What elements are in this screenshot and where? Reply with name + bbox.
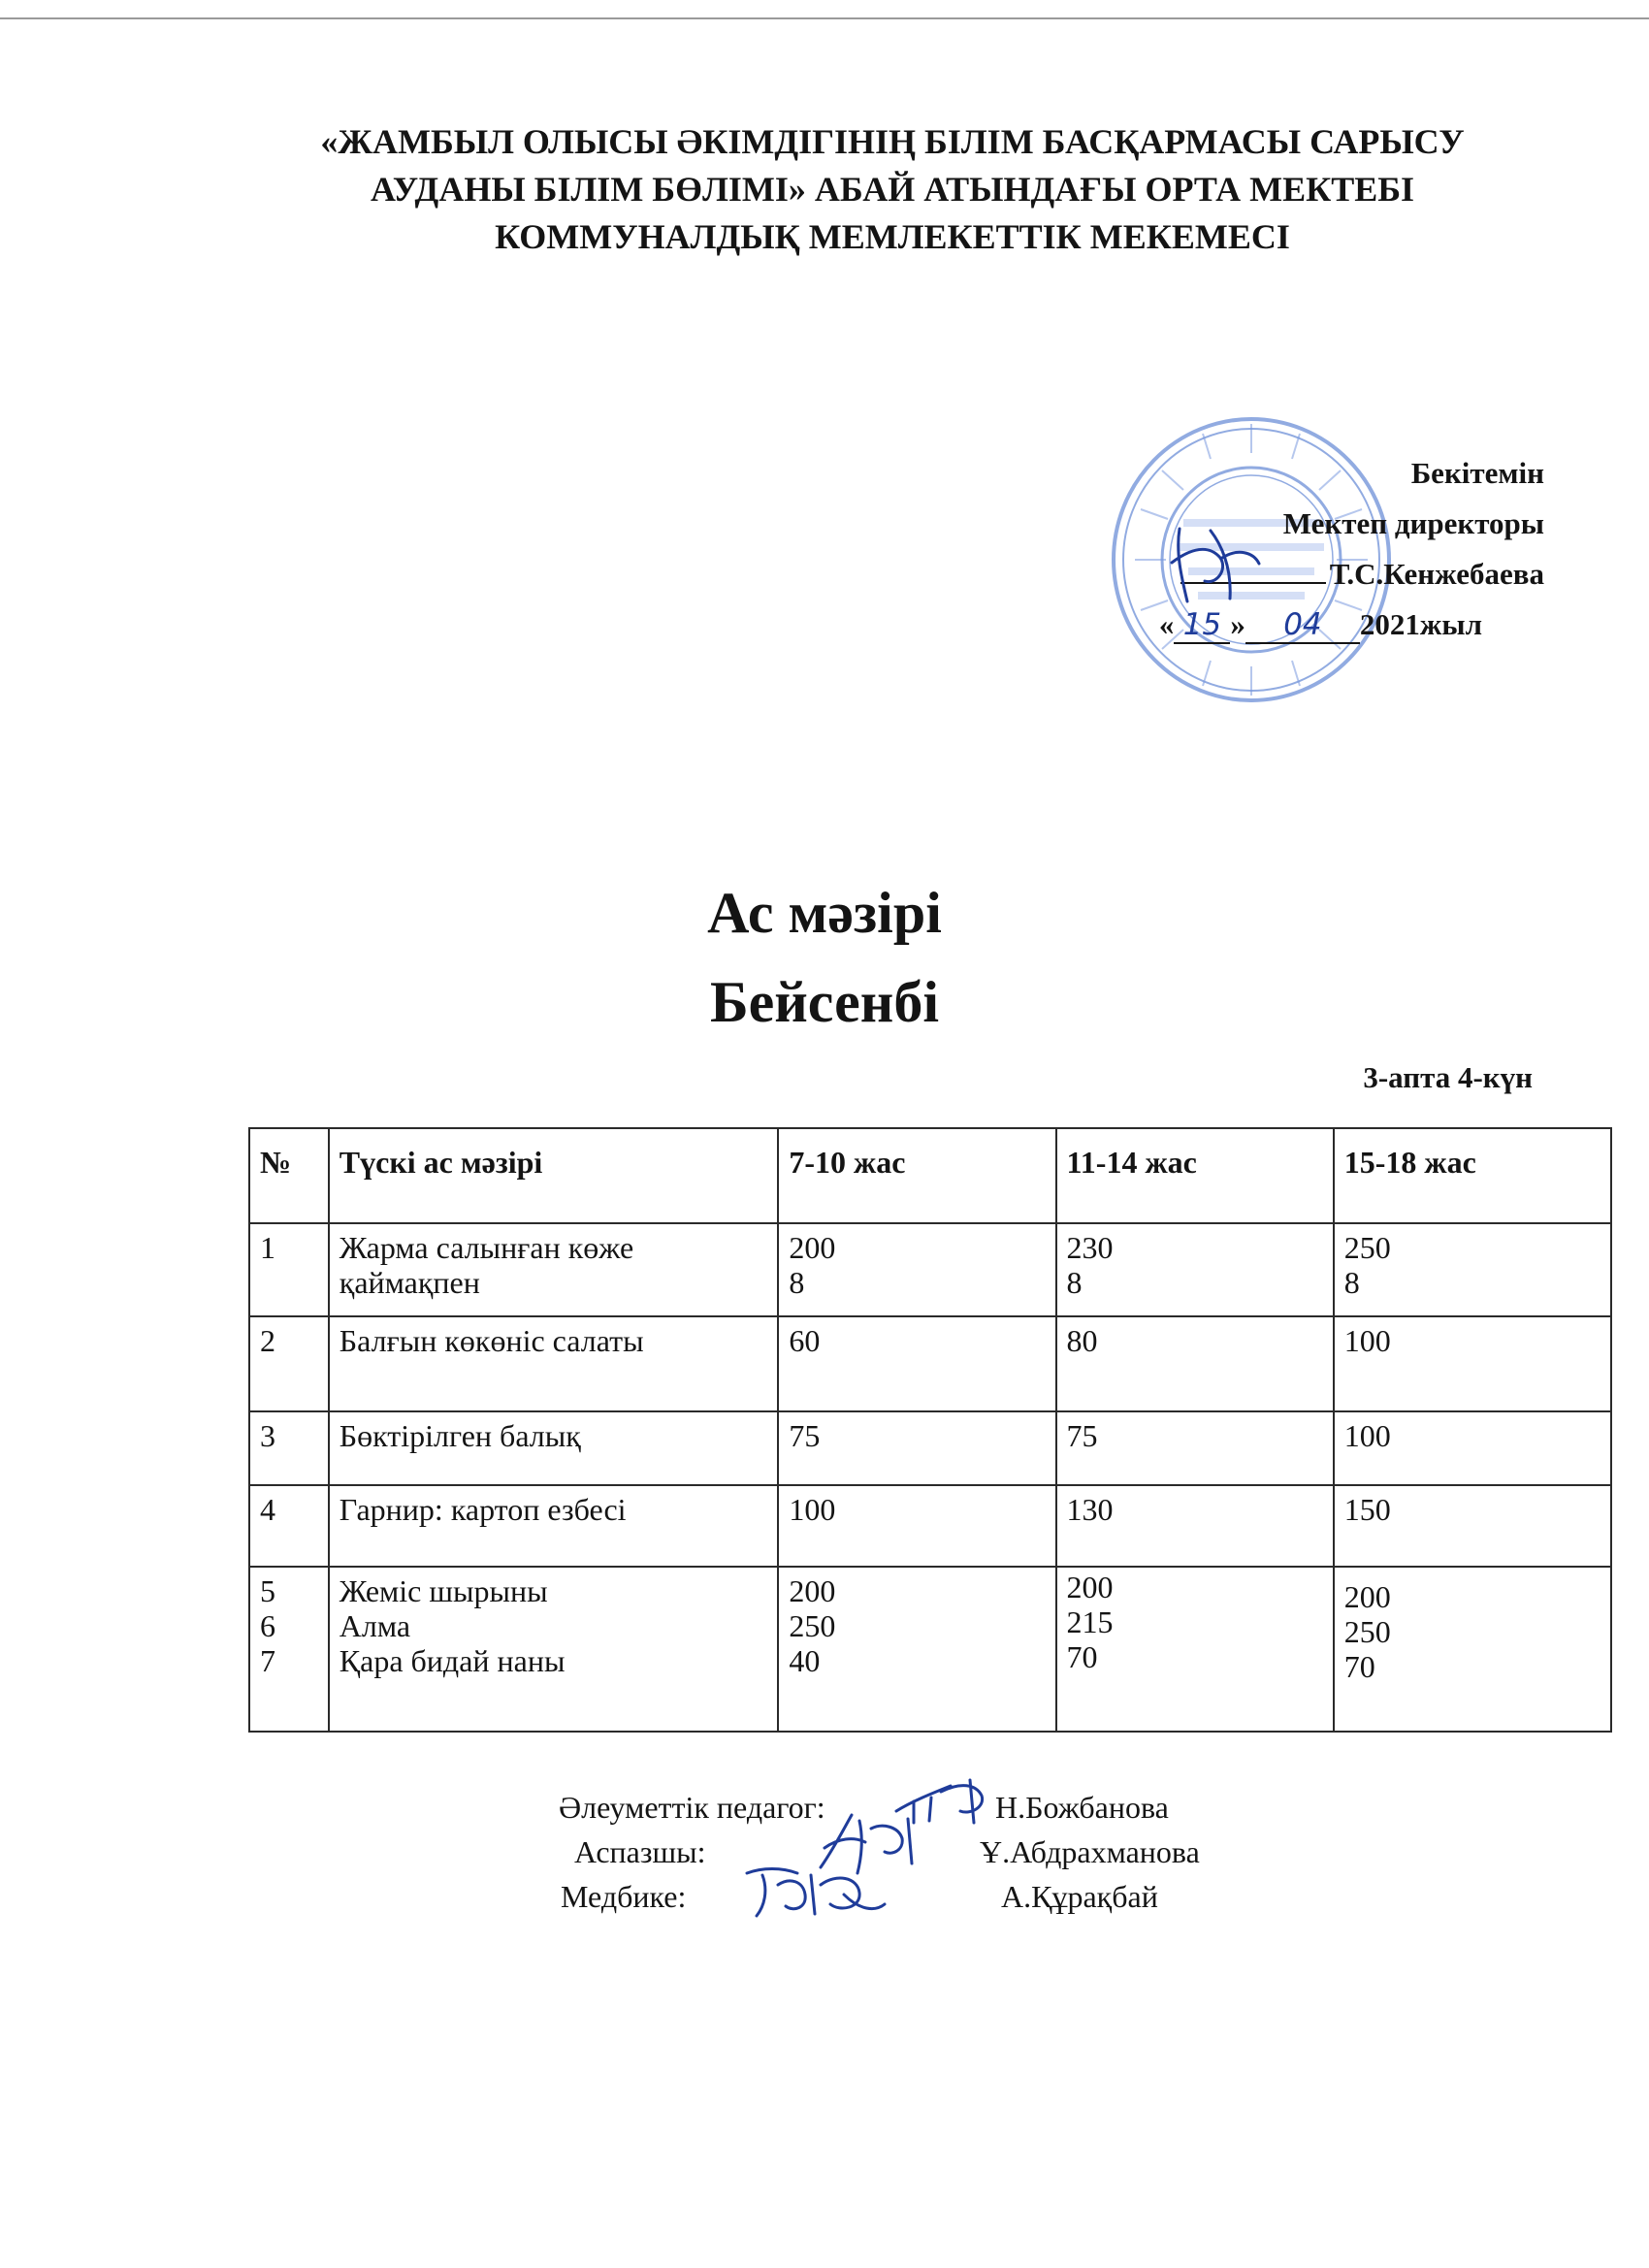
portion-value: 70: [1343, 1649, 1375, 1684]
dish-cell: [329, 1567, 779, 1732]
table-row: [249, 1316, 1611, 1411]
portion-value: 40: [789, 1643, 821, 1678]
portion-cell-15-18: [1334, 1316, 1611, 1411]
portion-value: 230: [1066, 1230, 1114, 1265]
table-row: [249, 1485, 1611, 1567]
portion-cell-15-18: [1334, 1223, 1611, 1316]
portion-value: 200: [789, 1230, 836, 1265]
header-age-11-14: 11-14 жас: [1056, 1128, 1334, 1223]
row-number-cell: [249, 1223, 329, 1316]
table-header-row: [249, 1128, 1611, 1223]
portion-value: 8: [789, 1265, 805, 1300]
dish-name-line: Балғын көкөніс салаты: [339, 1323, 644, 1358]
row-number: 1: [260, 1230, 275, 1265]
dish-cell: [329, 1223, 779, 1316]
document-weekday: Бейсенбі: [709, 970, 940, 1034]
document-title: Ас мәзірі: [707, 881, 942, 945]
portion-value: 75: [1066, 1418, 1098, 1453]
signature-name: Н.Божбанова: [995, 1790, 1169, 1825]
header-line-2: АУДАНЫ БІЛІМ БӨЛІМІ» АБАЙ АТЫНДАҒЫ ОРТА МЕКТЕБІ: [370, 170, 1415, 209]
portion-cell-11-14: [1056, 1223, 1334, 1316]
portion-value: 70: [1066, 1639, 1098, 1674]
date-open-quote: «: [1158, 607, 1175, 641]
row-number-cell: [249, 1411, 329, 1485]
header-line-3: КОММУНАЛДЫҚ МЕМЛЕКЕТТІК МЕКЕМЕСІ: [495, 217, 1290, 256]
header-age-15-18: 15-18 жас: [1334, 1128, 1611, 1223]
header-dish: Түскі ас мәзірі: [329, 1128, 779, 1223]
row-number: 5: [260, 1573, 275, 1608]
dish-cell: [329, 1485, 779, 1567]
dish-name-line: Алма: [339, 1608, 411, 1643]
portion-cell-7-10: [778, 1223, 1055, 1316]
dish-cell: [329, 1316, 779, 1411]
row-number: 4: [260, 1492, 275, 1527]
director-name: Т.С.Кенжебаева: [1329, 557, 1544, 591]
week-day-label: 3-апта 4-күн: [1363, 1060, 1533, 1094]
date-close-quote: »: [1230, 607, 1245, 641]
approval-role: Мектеп директоры: [1282, 506, 1544, 540]
portion-value: 100: [1343, 1418, 1391, 1453]
row-number: 3: [260, 1418, 275, 1453]
scan-edge-line: [0, 17, 1649, 19]
organization-header: [252, 118, 1533, 261]
portion-cell-11-14: [1056, 1411, 1334, 1485]
row-number-cell: [249, 1485, 329, 1567]
row-number: 7: [260, 1643, 275, 1678]
signature-name: А.Құрақбай: [1001, 1879, 1158, 1914]
row-number-cell: [249, 1316, 329, 1411]
portion-value: 100: [1343, 1323, 1391, 1358]
nurse-signature-mark: [743, 1856, 889, 1924]
portion-value: 250: [789, 1608, 836, 1643]
dish-name-line: Жеміс шырыны: [339, 1573, 548, 1608]
portion-value: 60: [789, 1323, 821, 1358]
portion-cell-7-10: [778, 1567, 1055, 1732]
signature-row-social-pedagogue: [553, 1790, 1329, 1829]
portion-value: 250: [1343, 1230, 1391, 1265]
approval-block: [1067, 456, 1544, 650]
portion-value: 100: [789, 1492, 836, 1527]
portion-value: 200: [789, 1573, 836, 1608]
date-day: 15: [1174, 607, 1230, 644]
signatures-block: [553, 1790, 1329, 1945]
row-number: 2: [260, 1323, 275, 1358]
header-age-7-10: 7-10 жас: [778, 1128, 1055, 1223]
dish-name-line: Қара бидай наны: [339, 1643, 566, 1678]
signature-name: Ұ.Абдрахманова: [980, 1834, 1200, 1869]
portion-cell-11-14: [1056, 1316, 1334, 1411]
signature-role: Аспазшы:: [574, 1834, 706, 1869]
menu-table: [248, 1127, 1612, 1733]
portion-value: 130: [1066, 1492, 1114, 1527]
header-line-1: «ЖАМБЫЛ ОЛЫСЫ ӘКІМДІГІНІҢ БІЛІМ БАСҚАРМАСЫ САРЫСУ: [320, 122, 1465, 161]
portion-cell-11-14: [1056, 1567, 1334, 1732]
director-signature-mark: [1162, 509, 1269, 616]
portion-value: 150: [1343, 1492, 1391, 1527]
portion-value: 200: [1066, 1570, 1114, 1604]
portion-value: 200: [1343, 1579, 1391, 1614]
dish-cell: [329, 1411, 779, 1485]
approval-title: Бекітемін: [1410, 456, 1544, 490]
portion-cell-11-14: [1056, 1485, 1334, 1567]
header-number: №: [249, 1128, 329, 1223]
signature-row-nurse: [553, 1879, 1329, 1918]
signature-role: Әлеуметтік педагог:: [559, 1790, 825, 1825]
date-year: 2021жыл: [1359, 607, 1482, 641]
date-month: 04: [1245, 607, 1360, 644]
portion-value: 8: [1066, 1265, 1083, 1300]
signature-row-cook: [553, 1834, 1329, 1873]
portion-value: 80: [1066, 1323, 1098, 1358]
dish-name-line: қаймақпен: [339, 1265, 480, 1300]
portion-value: 75: [789, 1418, 821, 1453]
portion-cell-7-10: [778, 1485, 1055, 1567]
row-number: 6: [260, 1608, 275, 1643]
dish-name-line: Гарнир: картоп езбесі: [339, 1492, 627, 1527]
row-number-cell: [249, 1567, 329, 1732]
table-row: [249, 1567, 1611, 1732]
dish-name-line: Жарма салынған көже: [339, 1230, 634, 1265]
portion-value: 250: [1343, 1614, 1391, 1649]
portion-cell-15-18: [1334, 1411, 1611, 1485]
table-row: [249, 1223, 1611, 1316]
portion-value: 215: [1066, 1604, 1114, 1639]
signature-role: Медбике:: [561, 1879, 687, 1914]
portion-cell-15-18: [1334, 1485, 1611, 1567]
portion-cell-7-10: [778, 1316, 1055, 1411]
table-row: [249, 1411, 1611, 1485]
portion-cell-15-18: [1334, 1567, 1611, 1732]
portion-cell-7-10: [778, 1411, 1055, 1485]
portion-value: 8: [1343, 1265, 1360, 1300]
dish-name-line: Бөктірілген балық: [339, 1418, 581, 1453]
